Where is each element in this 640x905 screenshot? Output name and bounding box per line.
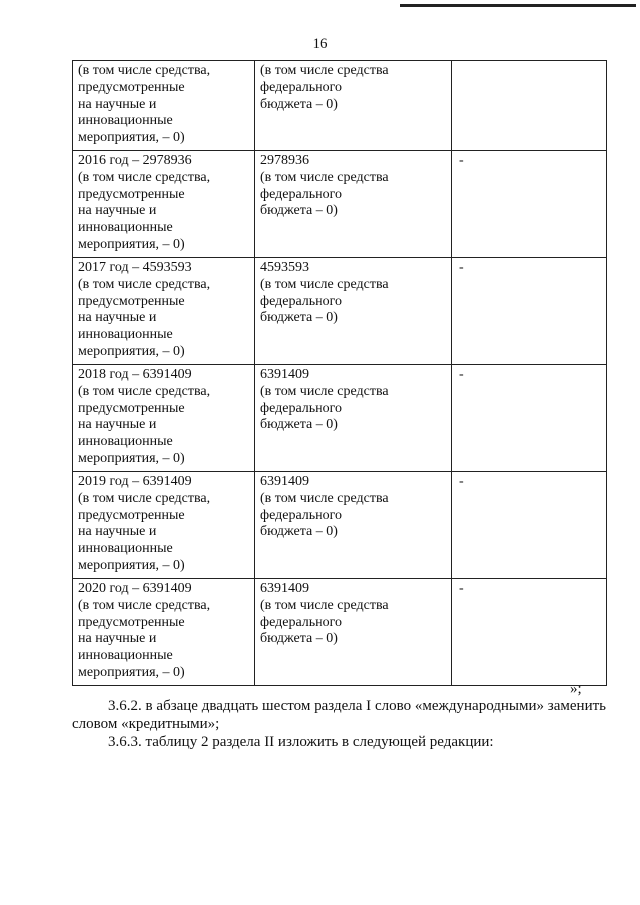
table-row (73, 365, 607, 472)
cell-line: бюджета – 0) (260, 417, 338, 433)
cell-line: инновационные (78, 648, 173, 664)
cell-line: предусмотренные (78, 614, 185, 630)
other-source-cell (452, 151, 607, 258)
cell-line: инновационные (78, 541, 173, 557)
table-row (73, 258, 607, 365)
table-row (73, 579, 607, 686)
cell-line: на научные и (78, 96, 157, 112)
cell-line: 2020 год – 6391409 (78, 581, 192, 596)
cell-line: бюджета – 0) (260, 203, 338, 219)
cell-line: на научные и (78, 631, 157, 647)
cell-line: 2978936 (260, 153, 309, 168)
year-total-cell (73, 472, 255, 579)
cell-line: (в том числе средства (260, 490, 389, 506)
cell-line: 2018 год – 6391409 (78, 367, 192, 382)
table-row (73, 472, 607, 579)
cell-line: (в том числе средства (260, 383, 389, 399)
cell-line: инновационные (78, 434, 173, 450)
cell-line: бюджета – 0) (260, 631, 338, 647)
cell-line: 2019 год – 6391409 (78, 474, 192, 489)
cell-line: федерального (260, 186, 343, 202)
cell-line: (в том числе средства, (78, 597, 211, 613)
cell-line: (в том числе средства, (78, 490, 211, 506)
cell-line: на научные и (78, 524, 157, 540)
cell-line: бюджета – 0) (260, 96, 338, 112)
cell-line: на научные и (78, 203, 157, 219)
other-source-cell (452, 579, 607, 686)
page-number: 16 (312, 36, 328, 52)
cell-line: предусмотренные (78, 400, 185, 416)
other-source-cell (452, 472, 607, 579)
other-source-value: - (459, 474, 464, 489)
cell-line: предусмотренные (78, 293, 185, 309)
federal-budget-cell (255, 472, 452, 579)
cell-line: инновационные (78, 327, 173, 343)
other-source-value: - (459, 367, 464, 382)
paragraph-3-6-3: 3.6.3. таблицу 2 раздела II изложить в следующей редакции: (108, 734, 494, 750)
paragraph-3-6-2: 3.6.2. в абзаце двадцать шестом раздела I слово «международными» заменить словом «кредитными»; (72, 698, 606, 732)
other-source-value: - (459, 260, 464, 275)
cell-line: федерального (260, 507, 343, 523)
cell-line: (в том числе средства, (78, 276, 211, 292)
cell-line: (в том числе средства, (78, 169, 211, 185)
cell-line: федерального (260, 293, 343, 309)
cell-line: 4593593 (260, 260, 309, 275)
cell-line: инновационные (78, 220, 173, 236)
year-total-cell (73, 258, 255, 365)
cell-line: федерального (260, 614, 343, 630)
cell-line: мероприятия, – 0) (78, 343, 185, 359)
cell-line: 2016 год – 2978936 (78, 153, 192, 168)
cell-line: бюджета – 0) (260, 310, 338, 326)
cell-line: предусмотренные (78, 507, 185, 523)
federal-budget-cell (255, 579, 452, 686)
other-source-cell (452, 365, 607, 472)
year-total-cell (73, 61, 255, 151)
table-row (73, 61, 607, 151)
closing-quote: »; (570, 681, 582, 697)
other-source-value: - (459, 153, 464, 168)
cell-line: предусмотренные (78, 79, 185, 95)
other-source-cell (452, 258, 607, 365)
other-source-value: - (459, 581, 464, 596)
cell-line: 2017 год – 4593593 (78, 260, 192, 275)
scan-edge-mark (400, 4, 636, 7)
cell-line: мероприятия, – 0) (78, 450, 185, 466)
cell-line: федерального (260, 400, 343, 416)
cell-line: мероприятия, – 0) (78, 130, 185, 146)
funding-table (72, 60, 607, 686)
other-source-cell (452, 61, 607, 151)
cell-line: мероприятия, – 0) (78, 557, 185, 573)
federal-budget-cell (255, 151, 452, 258)
cell-line: (в том числе средства (260, 169, 389, 185)
federal-budget-cell (255, 365, 452, 472)
cell-line: инновационные (78, 113, 173, 129)
cell-line: (в том числе средства, (78, 63, 211, 78)
cell-line: (в том числе средства (260, 276, 389, 292)
cell-line: 6391409 (260, 581, 309, 596)
cell-line: (в том числе средства (260, 597, 389, 613)
cell-line: предусмотренные (78, 186, 185, 202)
cell-line: мероприятия, – 0) (78, 664, 185, 680)
table-row (73, 151, 607, 258)
cell-line: бюджета – 0) (260, 524, 338, 540)
year-total-cell (73, 579, 255, 686)
cell-line: мероприятия, – 0) (78, 236, 185, 252)
cell-line: 6391409 (260, 474, 309, 489)
cell-line: на научные и (78, 417, 157, 433)
federal-budget-cell (255, 258, 452, 365)
cell-line: (в том числе средства, (78, 383, 211, 399)
federal-budget-cell (255, 61, 452, 151)
cell-line: (в том числе средства (260, 63, 389, 78)
year-total-cell (73, 365, 255, 472)
cell-line: на научные и (78, 310, 157, 326)
cell-line: 6391409 (260, 367, 309, 382)
year-total-cell (73, 151, 255, 258)
cell-line: федерального (260, 79, 343, 95)
